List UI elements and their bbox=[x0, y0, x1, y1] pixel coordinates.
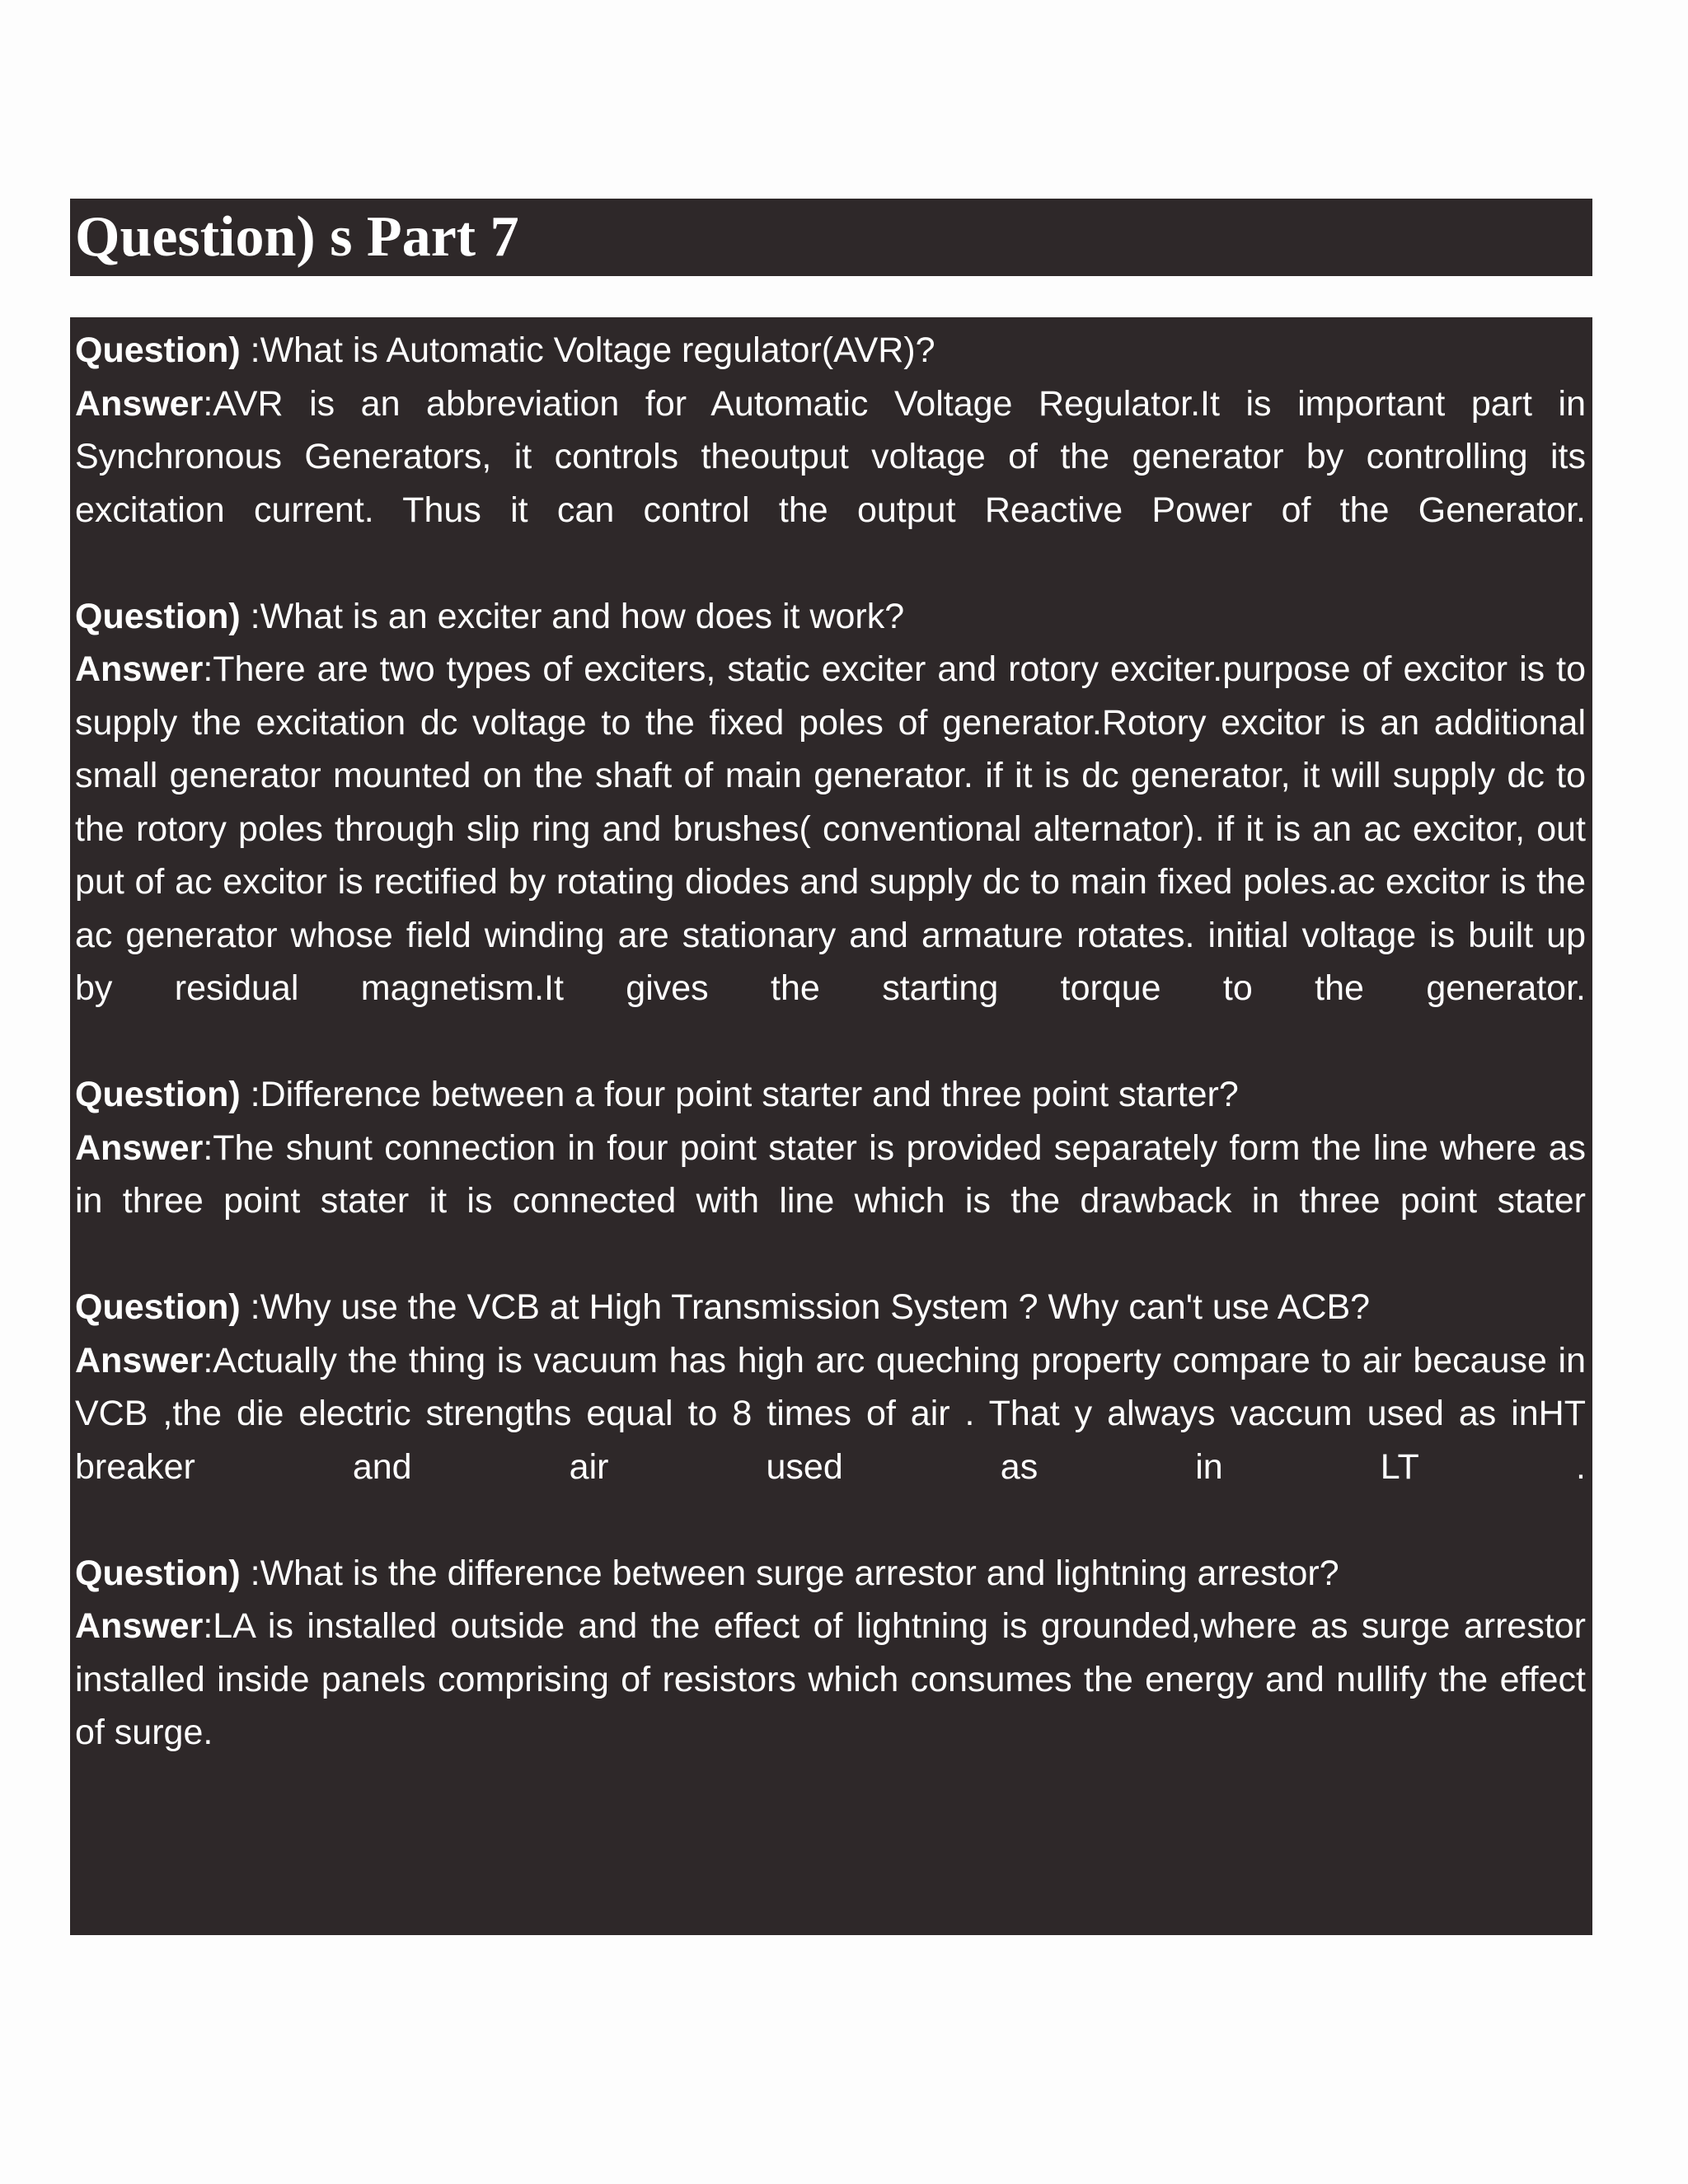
question-text: :What is Automatic Voltage regulator(AVR)? bbox=[240, 330, 935, 370]
question-text: :What is an exciter and how does it work? bbox=[240, 596, 905, 636]
question-text: :Why use the VCB at High Transmission System ? Why can't use ACB? bbox=[240, 1287, 1371, 1327]
question-label: Question) bbox=[75, 1075, 241, 1114]
question-line bbox=[75, 324, 1586, 377]
answer-label: Answer bbox=[75, 1340, 204, 1380]
question-text: :What is the difference between surge arrestor and lightning arrestor? bbox=[240, 1553, 1339, 1593]
qa-item bbox=[75, 1068, 1586, 1228]
answer-paragraph bbox=[75, 1600, 1586, 1760]
answer-text: :Actually the thing is vacuum has high arc queching property compare to air because in VCB ,the die electric strengths equal to 8 times of air . That y always vaccum used as inHT breaker and air used as in LT . bbox=[75, 1340, 1586, 1487]
qa-item bbox=[75, 1281, 1586, 1493]
qa-content bbox=[70, 317, 1592, 1935]
question-label: Question) bbox=[75, 330, 241, 370]
question-label: Question) bbox=[75, 1287, 241, 1327]
question-line bbox=[75, 1547, 1586, 1601]
answer-paragraph bbox=[75, 377, 1586, 537]
page-title-bar bbox=[70, 199, 1592, 276]
answer-paragraph bbox=[75, 1122, 1586, 1228]
answer-text: :The shunt connection in four point stater is provided separately form the line where as in three point stater it is connected with line which is the drawback in three point stater bbox=[75, 1127, 1586, 1221]
answer-paragraph bbox=[75, 643, 1586, 1015]
answer-label: Answer bbox=[75, 383, 204, 424]
answer-text: :AVR is an abbreviation for Automatic Voltage Regulator.It is important part in Synchronous Generators, it controls theoutput voltage of the generator by controlling its excitation current. Thus it can control the output Reactive Power of the Generator. bbox=[75, 383, 1586, 530]
answer-label: Answer bbox=[75, 649, 204, 689]
answer-label: Answer bbox=[75, 1127, 204, 1168]
question-text: :Difference between a four point starter and three point starter? bbox=[240, 1075, 1239, 1114]
qa-item bbox=[75, 324, 1586, 537]
question-line bbox=[75, 1281, 1586, 1334]
answer-paragraph bbox=[75, 1334, 1586, 1494]
question-label: Question) bbox=[75, 596, 241, 636]
page-title: Question) s Part 7 bbox=[75, 205, 519, 269]
answer-text: :There are two types of exciters, static exciter and rotory exciter.purpose of excitor is to supply the excitation dc voltage to the fixed poles of generator.Rotory excitor is an additional small generator mounted on the shaft of main generator. if it is dc generator, it will supply dc to the rotory poles through slip ring and brushes( conventional alternator). if it is an ac excitor, out put of ac excitor is rectified by rotating diodes and supply dc to main fixed poles.ac excitor is the ac generator whose field winding are stationary and armature rotates. initial voltage is built up by residual magnetism.It gives the starting torque to the generator. bbox=[75, 649, 1586, 1008]
qa-item bbox=[75, 1547, 1586, 1760]
qa-item bbox=[75, 590, 1586, 1015]
question-line bbox=[75, 590, 1586, 644]
answer-text: :LA is installed outside and the effect of lightning is grounded,where as surge arrestor installed inside panels comprising of resistors which consumes the energy and nullify the effect of surge. bbox=[75, 1606, 1586, 1752]
answer-label: Answer bbox=[75, 1606, 204, 1646]
question-label: Question) bbox=[75, 1553, 241, 1593]
question-line bbox=[75, 1068, 1586, 1122]
